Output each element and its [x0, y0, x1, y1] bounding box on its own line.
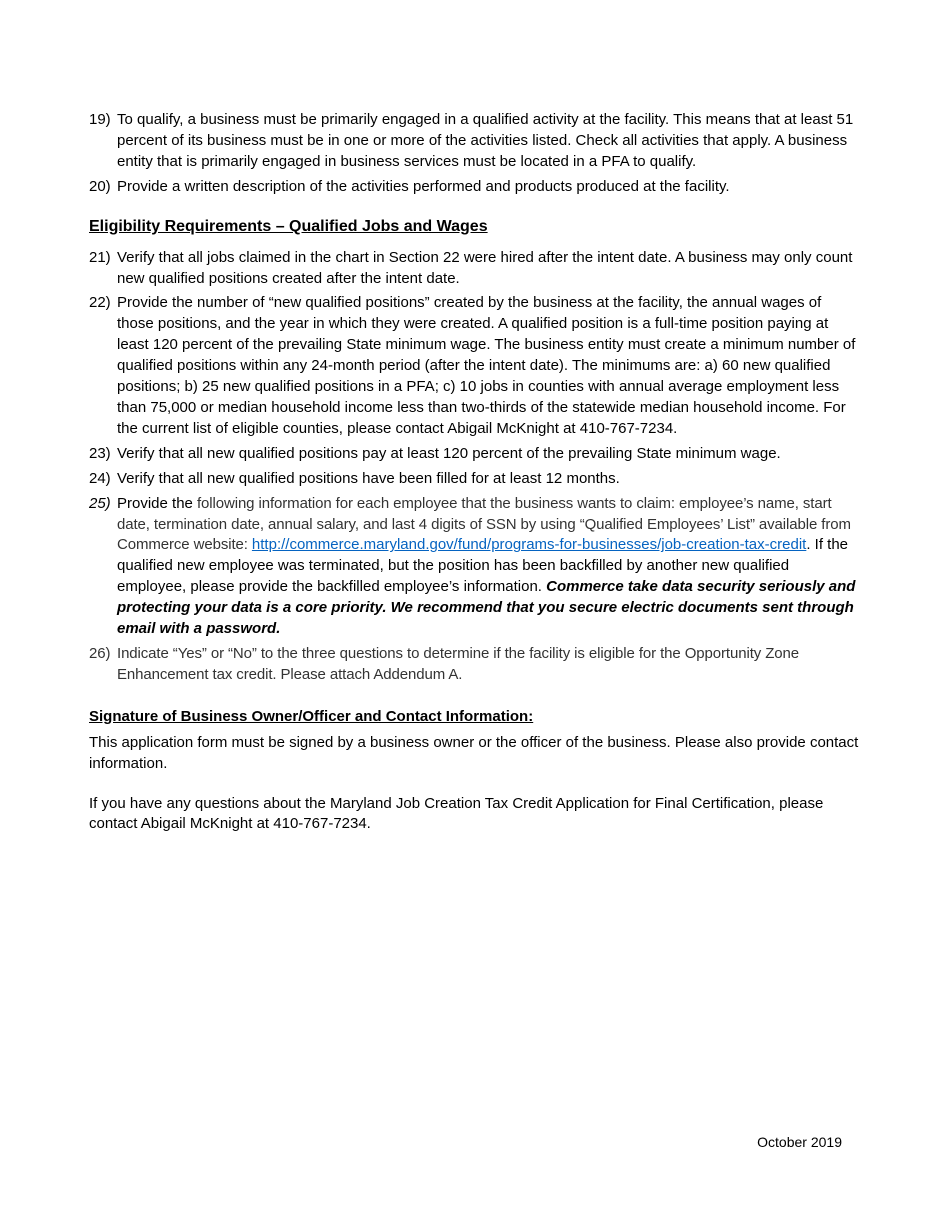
item-number: 26): [89, 644, 111, 662]
item-text: Verify that all new qualified positions have been filled for at least 12 months.: [117, 469, 620, 487]
item-text: To qualify, a business must be primarily engaged in a qualified activity at the facility. This means that at least 51 percent of its business must be in one or more of the activities listed. Check all activities that apply. A business entity that is primarily engaged in business services must be located in a PFA to qualify.: [117, 111, 854, 170]
item-text: Verify that all new qualified positions pay at least 120 percent of the prevailing State minimum wage.: [117, 444, 781, 462]
item-text-part: following information for each employee that the business wants to claim: employee’s name, start date, termination date, annual salary, and last 4 digits of SSN by using “Qualified Employees’ List” available from Commerce website:: [117, 494, 851, 554]
commerce-website-link[interactable]: http://commerce.maryland.gov/fund/programs-for-businesses/job-creation-tax-credit: [251, 536, 807, 554]
item-number: 20): [89, 177, 111, 195]
section-heading-eligibility: Eligibility Requirements – Qualified Jobs and Wages: [89, 217, 488, 235]
contact-paragraph: If you have any questions about the Maryland Job Creation Tax Credit Application for Final Certification, please contact Abigail McKnight at 410-767-7234.: [89, 794, 824, 833]
item-number: 25): [89, 494, 111, 512]
item-number: 24): [89, 469, 111, 487]
list-item-21: [89, 248, 861, 290]
item-number: 23): [89, 444, 111, 462]
item-text-part: . If the qualified new employee was terminated, but the position has been backfilled by another new qualified employee, please provide the backfilled employee’s information.: [117, 536, 849, 596]
section-heading-signature: Signature of Business Owner/Officer and Contact Information:: [89, 707, 534, 725]
document-body: [89, 110, 861, 835]
item-text: [117, 494, 861, 640]
security-notice: Commerce take data security seriously and protecting your data is a core priority. We recommend that you secure electric documents sent through email with a password.: [117, 578, 856, 638]
item-number: 19): [89, 111, 111, 128]
item-text: Provide the number of “new qualified positions” created by the business at the facility, the annual wages of those positions, and the year in which they were created. A qualified position is a full-time position paying at least 120 percent of the prevailing State minimum wage. The business entity must create a minimum number of qualified positions within any 24-month period (after the intent date). The minimums are: a) 60 new qualified positions; b) 25 new qualified positions in a PFA; c) 10 jobs in counties with annual average employment less than 75,000 or median household income less than two-thirds of the statewide median household income. For the current list of eligible counties, please contact Abigail McKnight at 410-767-7234.: [117, 294, 856, 437]
list-item-24: [89, 469, 861, 490]
item-text-part: Provide the: [117, 494, 193, 512]
list-item-25: [89, 494, 861, 640]
item-text: Indicate “Yes” or “No” to the three questions to determine if the facility is eligible for the Opportunity Zone Enhancement tax credit. Please attach Addendum A.: [117, 644, 800, 683]
item-text: Provide a written description of the activities performed and products produced at the facility.: [117, 177, 730, 195]
signature-paragraph: This application form must be signed by a business owner or the officer of the business. Please also provide contact information.: [89, 733, 859, 772]
footer-date: October 2019: [757, 1134, 842, 1150]
list-item-22: [89, 293, 861, 439]
list-item-19: [89, 110, 861, 173]
item-number: 21): [89, 248, 111, 266]
item-number: 22): [89, 294, 111, 312]
list-item-23: [89, 444, 861, 465]
item-text: Verify that all jobs claimed in the chart in Section 22 were hired after the intent date. A business may only count new qualified positions created after the intent date.: [117, 248, 853, 287]
list-item-26: [89, 644, 861, 686]
list-item-20: [89, 177, 861, 198]
